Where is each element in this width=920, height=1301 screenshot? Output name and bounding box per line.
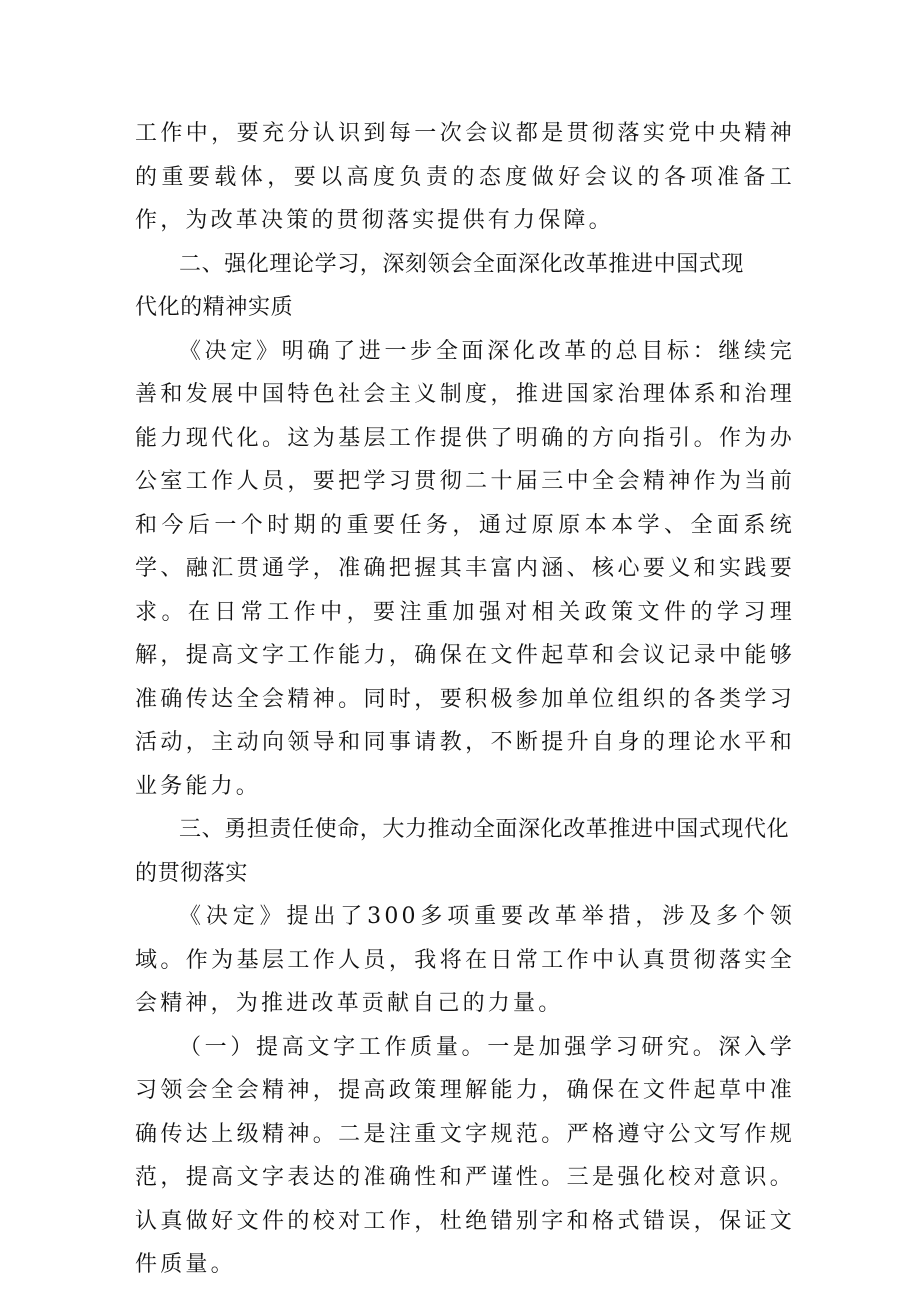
paragraph-meeting-work: 工作中，要充分认识到每一次会议都是贯彻落实党中央精神的重要载体，要以高度负责的态度做好会议的各项准备工作，为改革决策的贯彻落实提供有力保障。 (135, 121, 795, 233)
section-heading-3: 三、勇担责任使命，大力推动全面深化改革推进中国式现代化的贯彻落实 (135, 817, 790, 886)
paragraph-reform-measures: 《决定》提出了300多项重要改革举措，涉及多个领域。作为基层工作人员，我将在日常工作中认真贯彻落实全会精神，为推进改革贡献自己的力量。 (135, 904, 795, 1016)
paragraph-decision-goal: 《决定》明确了进一步全面深化改革的总目标：继续完善和发展中国特色社会主义制度，推进国家治理体系和治理能力现代化。这为基层工作提供了明确的方向指引。作为办公室工作人员，要把学习贯彻二十届三中全会精神作为当前和今后一个时期的重要任务，通过原原本本学、全面系统学、融汇贯通学，准确把握其丰富内涵、核心要义和实践要求。在日常工作中，要注重加强对相关政策文件的学习理解，提高文字工作能力，确保在文件起草和会议记录中能够准确传达全会精神。同时，要积极参加单位组织的各类学习活动，主动向领导和同事请教，不断提升自身的理论水平和业务能力。 (135, 338, 795, 799)
paragraph-writing-quality: （一）提高文字工作质量。一是加强学习研究。深入学习领会全会精神，提高政策理解能力，确保在文件起草中准确传达上级精神。二是注重文字规范。严格遵守公文写作规范，提高文字表达的准确性和严谨性。三是强化校对意识。认真做好文件的校对工作，杜绝错别字和格式错误，保证文件质量。 (135, 1034, 795, 1277)
document-body (135, 112, 795, 1287)
section-heading-2: 二、强化理论学习，深刻领会全面深化改革推进中国式现代化的精神实质 (135, 251, 745, 320)
